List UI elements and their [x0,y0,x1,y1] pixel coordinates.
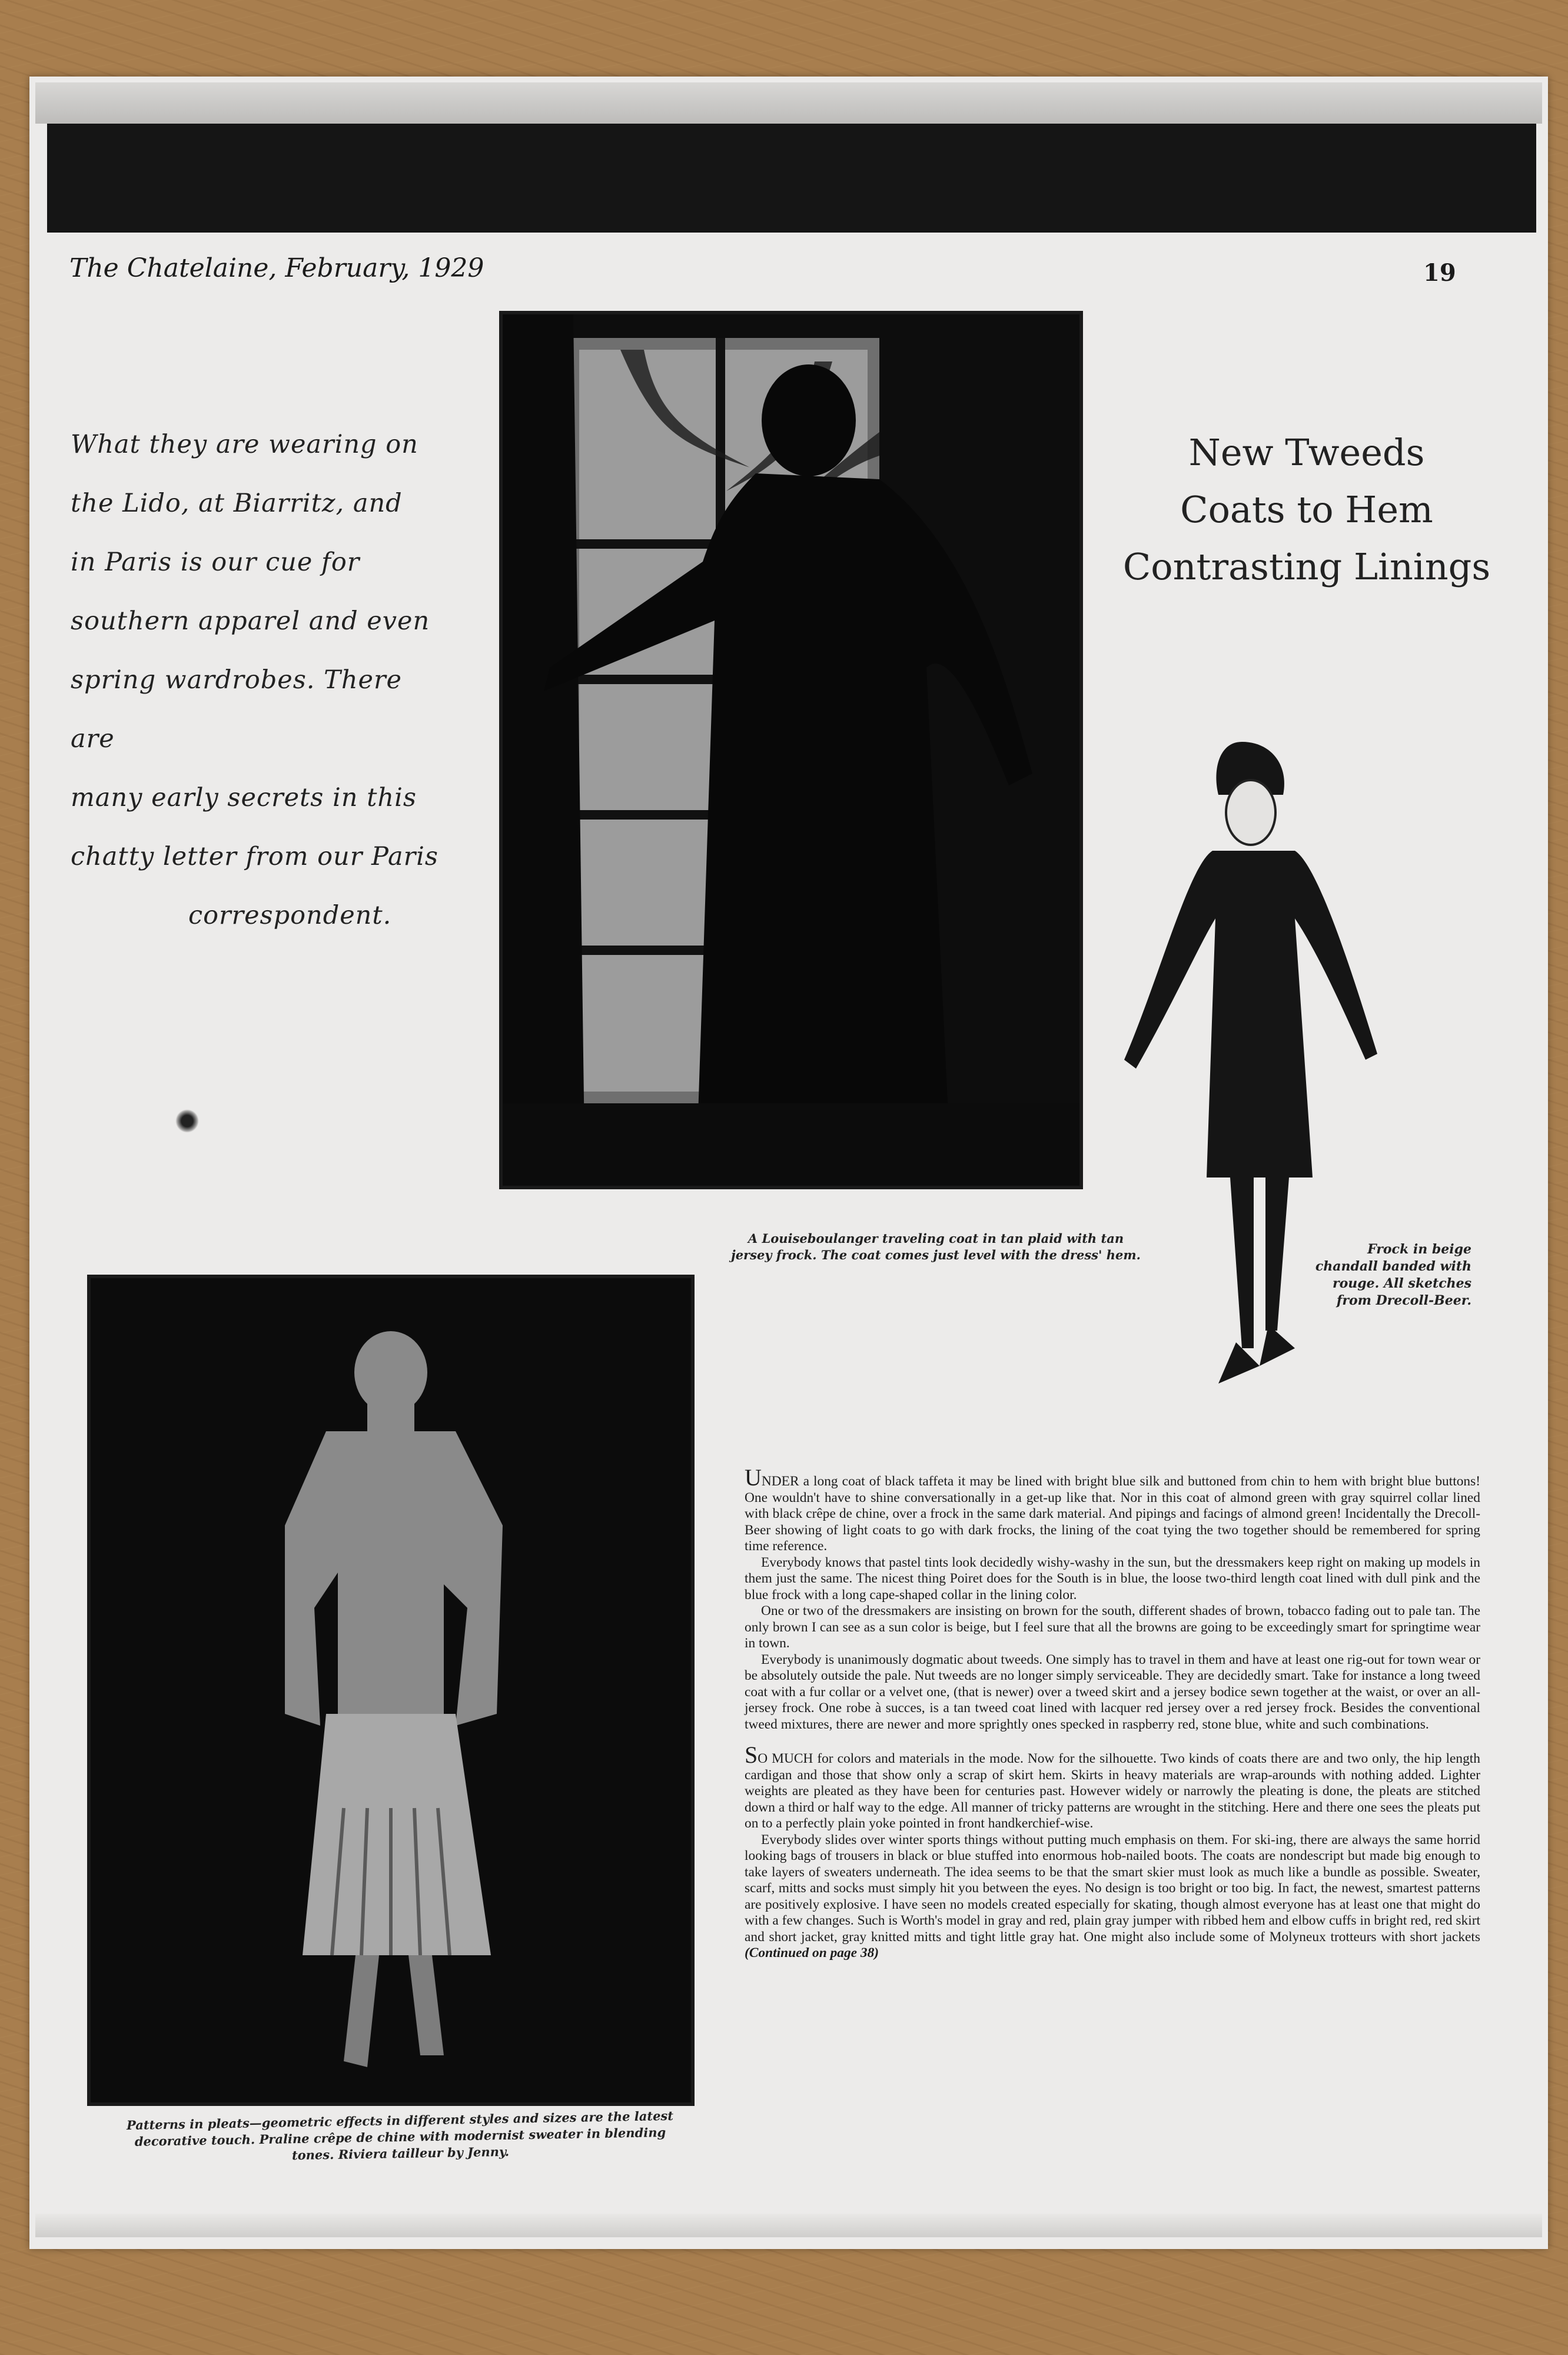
paragraph-text: O MUCH for colors and materials in the mode. Now for the silhouette. Two kinds of coats there are and two only, the hip length cardigan and those that show only a scrap of skirt hem. Skirts in heavy materials are wrap-arounds with nothing added. Lighter weights are pleated as they have been for centuries past. However widely or narrowly the pleating is done, the pleats are stitched down a third or half way to the edge. All manner of tricky patterns are wrought in the stitching. Here and there one sees the pleats put on to a perfectly plain yoke pointed in front handkerchief-wise. [745,1751,1480,1831]
intro-blurb [71,415,453,945]
intro-line: chatty letter from our Paris [71,842,438,871]
headline-line: Contrasting Linings [1122,545,1491,588]
article-paragraph: Everybody knows that pastel tints look decidedly wishy-washy in the sun, but the dressmakers keep right on making up models in them just the same. The nicest thing Poiret does for the South is in blue, the loose two-third length coat lined with dull pink and the blue frock with a long cape-shaped collar in the lining color. [745,1554,1480,1603]
article-paragraph [745,1832,1480,1962]
headline-line: New Tweeds [1188,431,1425,474]
paragraph-text: NDER a long coat of black taffeta it may be lined with bright blue silk and buttoned from chin to hem with bright blue buttons! One wouldn't have to shine conversationally in a get-up like that. Nor in this coat of almond green with gray squirrel collar lined with black crêpe de chine, over a frock in the same dark material. And pipings and facings of almond green! Incidentally the Drecoll-Beer showing of light coats to go with dark frocks, the lining of the coat tying the two together should be remembered for spring time reference. [745,1474,1480,1554]
caption-traveling-coat: A Louiseboulanger traveling coat in tan plaid with tan jersey frock. The coat comes just level with the dress' hem. [731,1231,1141,1262]
page-number: 19 [1423,259,1456,287]
caption-sketch-frock: Frock in beige chandall banded with rouge. All sketches from Drecoll-Beer. [1315,1242,1471,1308]
intro-line: What they are wearing on [71,430,418,459]
photo-pleated-skirt [87,1275,695,2106]
caption-pleated-skirt: Patterns in pleats—geometric effects in different styles and sizes are the latest decorative touch. Praline crêpe de chine with modernist sweater in blending tones. Riviera tailleur by Jenny. [126,2108,674,2163]
scan-black-band [47,124,1536,233]
publication-header: The Chatelaine, February, 1929 [69,253,484,283]
ink-smudge [175,1109,199,1133]
photo-traveling-coat-image [503,314,1079,1186]
continued-note: (Continued on page 38) [745,1945,879,1961]
photo-pleated-skirt-image [91,1278,691,2102]
intro-line: southern apparel and even [71,606,430,636]
photo-traveling-coat [499,311,1083,1189]
article-paragraph [745,1464,1480,1555]
drop-cap: U [745,1464,762,1491]
article-paragraph: Everybody is unanimously dogmatic about tweeds. One simply has to travel in them and have at least one rig-out for town wear or be absolutely outside the pale. Nut tweeds are no longer simply serviceable. They are decidedly smart. Take for instance a long tweed coat with a fur collar or a velvet one, (that is newer) over a tweed skirt and a jersey bodice sewn together at the waist, or over an all-jersey frock. One robe à succes, is a tan tweed coat lined with lacquer red jersey over a red jersey frock. Besides the conventional tweed mixtures, there are newer and more sprightly ones specked in raspberry red, stone blue, white and such combinations. [745,1651,1480,1732]
intro-line: many early secrets in this [71,783,417,812]
intro-line: correspondent. [188,901,392,930]
article-paragraph [745,1742,1480,1832]
intro-line: in Paris is our cue for [71,548,360,577]
intro-line: the Lido, at Biarritz, and [71,489,403,518]
scan-bottom-strip [35,2214,1542,2237]
article-headline [1107,424,1507,595]
scan-top-strip [35,82,1542,124]
headline-line: Coats to Hem [1180,488,1433,531]
article-body [745,1464,1480,1962]
intro-line: spring wardrobes. There are [71,665,402,754]
article-paragraph: One or two of the dressmakers are insisting on brown for the south, different shades of brown, tobacco fading out to pale tan. The only brown I can see as a sun color is beige, but I feel sure that all the browns are going to be exceedingly smart for springtime wear in town. [745,1603,1480,1651]
drop-cap: S [745,1742,758,1768]
paragraph-text: Everybody slides over winter sports things without putting much emphasis on them. For ski-ing, there are always the same horrid looking bags of trousers in black or blue stuffed into enormous hob-nailed boots. The coats are nondescript but made big enough to take layers of sweaters underneath. The idea seems to be that the smart skier must look as much like a bundle as possible. Sweater, scarf, mitts and socks must simply hit you between the eyes. No design is too bright or too big. In fact, the newest, smartest patterns are positively explosive. I have seen no models created especially for skating, though almost everyone has at least one that might do with a few changes. Such is Worth's model in gray and red, plain gray jumper with ribbed hem and elbow cuffs in bright red, red skirt and short jacket, gray knitted mitts and tight little gray hat. One might also include some of Molyneux trotteurs with short jackets [745,1832,1480,1945]
